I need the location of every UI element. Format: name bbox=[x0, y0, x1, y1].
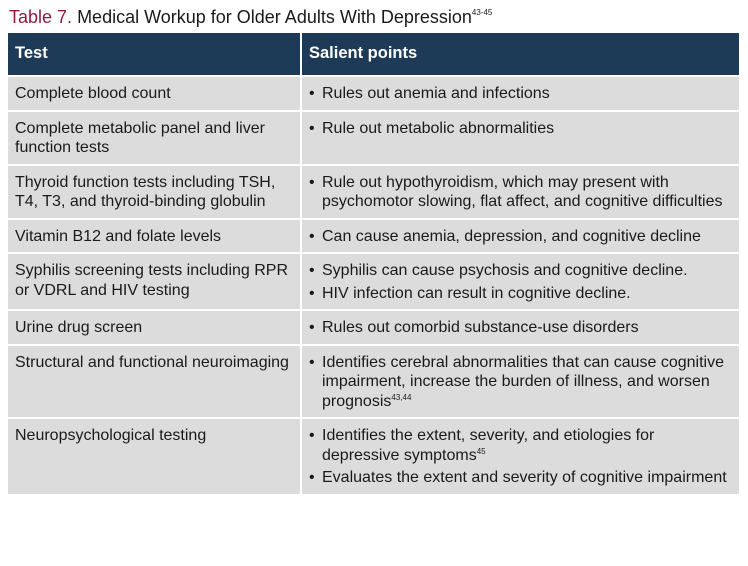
bullet-point bbox=[309, 227, 731, 247]
table-row bbox=[8, 76, 739, 111]
bullet-text: Rules out comorbid substance-use disorders bbox=[322, 319, 639, 336]
test-cell: Syphilis screening tests including RPR or VDRL and HIV testing bbox=[8, 253, 301, 310]
salient-points-cell bbox=[301, 418, 739, 494]
table-header-row bbox=[8, 33, 739, 76]
salient-points-cell bbox=[301, 345, 739, 419]
table-caption: Medical Workup for Older Adults With Depression bbox=[77, 7, 472, 27]
bullet-text: Evaluates the extent and severity of cognitive impairment bbox=[322, 469, 727, 486]
bullet-icon: • bbox=[309, 173, 315, 191]
salient-points-cell bbox=[301, 253, 739, 310]
test-cell: Structural and functional neuroimaging bbox=[8, 345, 301, 419]
bullet-icon: • bbox=[309, 262, 315, 279]
salient-points-cell bbox=[301, 219, 739, 254]
header-salient-points: Salient points bbox=[301, 33, 739, 76]
bullet-icon: • bbox=[309, 284, 315, 302]
table-title bbox=[9, 6, 492, 28]
bullet-text: Rule out hypothyroidism, which may present with psychomotor slowing, flat affect, and cognitive difficulties bbox=[322, 173, 723, 210]
header-test: Test bbox=[8, 33, 301, 76]
test-cell: Complete metabolic panel and liver function tests bbox=[8, 111, 301, 165]
table-row bbox=[8, 310, 739, 345]
bullet-text: Can cause anemia, depression, and cognitive decline bbox=[322, 227, 701, 245]
reference-superscript: 45 bbox=[476, 446, 486, 456]
bullet-text: Rules out anemia and infections bbox=[322, 85, 550, 102]
bullet-point bbox=[309, 261, 731, 281]
bullet-point bbox=[309, 84, 731, 104]
bullet-point bbox=[309, 318, 731, 338]
bullet-point bbox=[309, 468, 731, 488]
bullet-icon: • bbox=[309, 319, 315, 336]
bullet-icon: • bbox=[309, 85, 315, 102]
test-cell: Thyroid function tests including TSH, T4, T3, and thyroid-binding globulin bbox=[8, 165, 301, 219]
table-row bbox=[8, 219, 739, 254]
bullet-text: Identifies cerebral abnormalities that can cause cognitive impairment, increase the burden of illness, and worsen prognosis bbox=[322, 353, 724, 410]
table-number: Table 7. bbox=[9, 7, 73, 27]
test-cell: Vitamin B12 and folate levels bbox=[8, 219, 301, 254]
table-body bbox=[8, 76, 739, 494]
bullet-icon: • bbox=[309, 427, 315, 444]
table-row bbox=[8, 165, 739, 219]
bullet-text: Identifies the extent, severity, and etiologies for depressive symptoms bbox=[322, 427, 655, 464]
bullet-point bbox=[309, 426, 731, 465]
table-row bbox=[8, 111, 739, 165]
test-cell: Urine drug screen bbox=[8, 310, 301, 345]
bullet-point bbox=[309, 353, 731, 412]
salient-points-cell bbox=[301, 76, 739, 111]
test-cell: Neuropsychological testing bbox=[8, 418, 301, 494]
salient-points-cell bbox=[301, 310, 739, 345]
table-row bbox=[8, 345, 739, 419]
bullet-icon: • bbox=[309, 119, 315, 137]
salient-points-cell bbox=[301, 165, 739, 219]
workup-table bbox=[8, 33, 739, 494]
table-row bbox=[8, 418, 739, 494]
bullet-icon: • bbox=[309, 469, 315, 486]
title-reference: 43-45 bbox=[471, 8, 493, 17]
bullet-point bbox=[309, 284, 731, 304]
bullet-point bbox=[309, 119, 731, 139]
bullet-text: HIV infection can result in cognitive decline. bbox=[322, 284, 631, 302]
bullet-text: Syphilis can cause psychosis and cognitive decline. bbox=[322, 262, 688, 279]
reference-superscript: 43,44 bbox=[391, 392, 412, 402]
bullet-icon: • bbox=[309, 227, 315, 245]
bullet-point bbox=[309, 173, 731, 212]
table-row bbox=[8, 253, 739, 310]
bullet-icon: • bbox=[309, 353, 315, 371]
bullet-text: Rule out metabolic abnormalities bbox=[322, 119, 555, 137]
salient-points-cell bbox=[301, 111, 739, 165]
test-cell: Complete blood count bbox=[8, 76, 301, 111]
